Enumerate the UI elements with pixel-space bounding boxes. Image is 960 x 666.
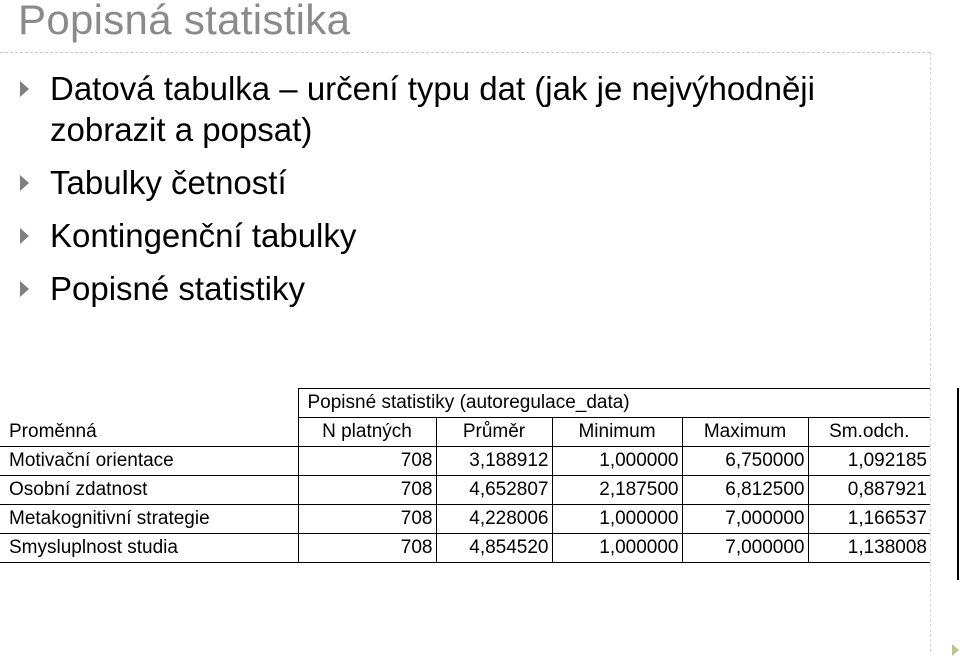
table-cell: 1,092185 (808, 447, 930, 476)
statistics-table (0, 388, 930, 563)
column-header: Minimum (552, 418, 682, 447)
table-cell: 6,750000 (682, 447, 808, 476)
table-header-row (0, 418, 930, 447)
bullet-item (20, 68, 900, 150)
bullet-item (20, 215, 900, 256)
column-header: Maximum (682, 418, 808, 447)
table-corner-cell (0, 389, 298, 418)
table-cell: 0,887921 (808, 476, 930, 505)
slide-corner-arrow-icon (952, 644, 959, 656)
table-cell: 1,000000 (552, 505, 682, 534)
triangle-bullet-icon (20, 81, 29, 97)
table-cell: 7,000000 (682, 505, 808, 534)
row-label: Metakognitivní strategie (0, 505, 298, 534)
table-caption-row (0, 389, 930, 418)
row-label: Smysluplnost studia (0, 534, 298, 563)
table-cell: 6,812500 (682, 476, 808, 505)
bullet-text: Popisné statistiky (50, 270, 305, 307)
triangle-bullet-icon (20, 175, 29, 191)
table-cell: 2,187500 (552, 476, 682, 505)
triangle-bullet-icon (20, 228, 29, 244)
title-divider (0, 52, 930, 53)
row-header-label: Proměnná (0, 418, 298, 447)
table-cell: 4,652807 (436, 476, 552, 505)
table-cell: 3,188912 (436, 447, 552, 476)
table-cell: 708 (298, 447, 436, 476)
table-cell: 4,854520 (436, 534, 552, 563)
table-cell: 708 (298, 476, 436, 505)
table-row (0, 447, 930, 476)
triangle-bullet-icon (20, 281, 29, 297)
row-label: Motivační orientace (0, 447, 298, 476)
table-cell: 1,138008 (808, 534, 930, 563)
bullet-list (20, 68, 900, 321)
column-header: Sm.odch. (808, 418, 930, 447)
bullet-item (20, 268, 900, 309)
bullet-text: Kontingenční tabulky (50, 217, 357, 254)
table-cell: 708 (298, 505, 436, 534)
bullet-text: Datová tabulka – určení typu dat (jak je nejvýhodněji zobrazit a popsat) (50, 70, 815, 148)
bullet-text: Tabulky četností (50, 164, 287, 201)
table-cell: 1,000000 (552, 447, 682, 476)
table-row (0, 505, 930, 534)
bullet-item (20, 162, 900, 203)
table-row (0, 534, 930, 563)
table-cell: 708 (298, 534, 436, 563)
column-header: Průměr (436, 418, 552, 447)
column-header: N platných (298, 418, 436, 447)
statistics-table-container (0, 388, 960, 578)
table-cell: 4,228006 (436, 505, 552, 534)
row-label: Osobní zdatnost (0, 476, 298, 505)
table-row (0, 476, 930, 505)
table-cell: 1,166537 (808, 505, 930, 534)
slide-title: Popisná statistika (18, 0, 351, 43)
table-cell: 7,000000 (682, 534, 808, 563)
table-caption: Popisné statistiky (autoregulace_data) (298, 389, 930, 418)
table-frame-edge (957, 388, 959, 580)
table-cell: 1,000000 (552, 534, 682, 563)
